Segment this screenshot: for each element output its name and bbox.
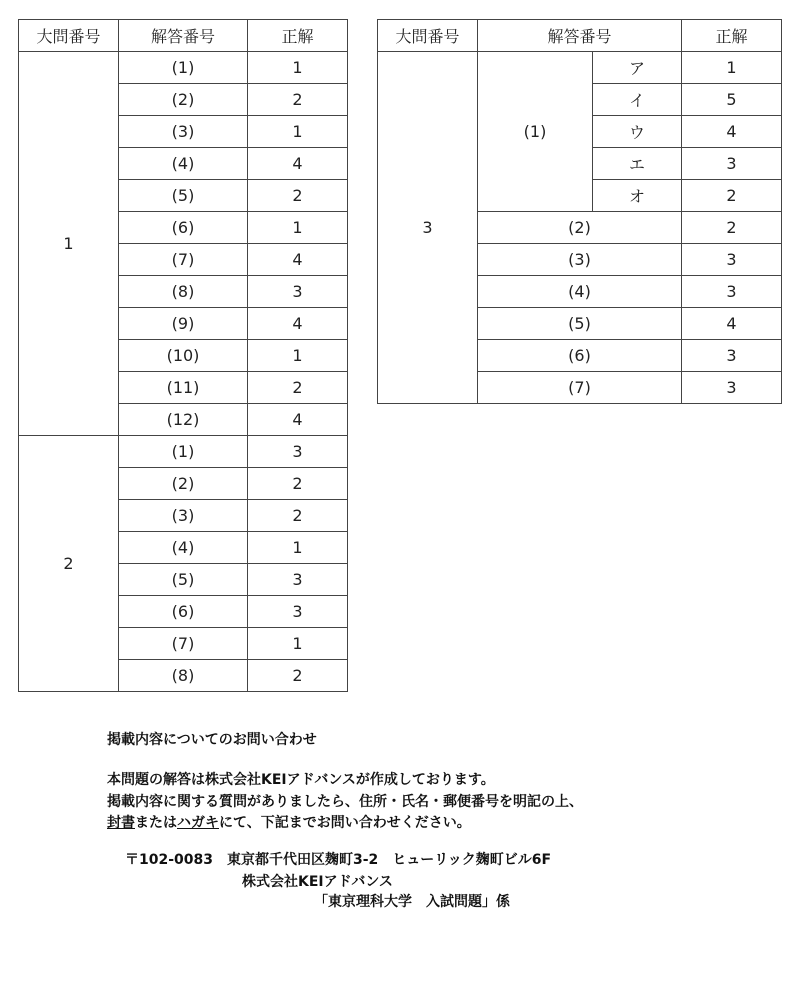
contact-company: 株式会社KEIアドバンス [242,874,393,890]
header-major: 大問番号 [19,20,119,52]
correct-answer-cell: 1 [248,628,348,660]
correct-answer-cell: 2 [248,372,348,404]
correct-answer-cell: 3 [248,564,348,596]
contact-line-1: 本問題の解答は株式会社KEIアドバンスが作成しております。 [107,772,495,788]
header-row [378,20,782,52]
answer-number-cell: (5) [478,308,682,340]
correct-answer-cell: 4 [248,404,348,436]
answer-number-cell: (2) [119,468,248,500]
correct-answer-cell: 1 [248,212,348,244]
contact-dept: 「東京理科大学 入試問題」係 [314,894,510,910]
major-question-cell: 2 [19,436,119,692]
answer-table-left [18,19,348,692]
contact-line-3-rest: にて、下記までお問い合わせください。 [219,815,471,831]
answer-row [19,52,348,84]
contact-line-3 [107,814,471,832]
correct-answer-cell: 4 [682,116,782,148]
answer-table-right [377,19,782,404]
correct-answer-cell: 2 [248,84,348,116]
correct-answer-cell: 2 [248,500,348,532]
contact-heading: 掲載内容についてのお問い合わせ [107,732,317,748]
correct-answer-cell: 4 [248,308,348,340]
answer-number-cell: (1) [119,52,248,84]
correct-answer-cell: 4 [248,148,348,180]
correct-answer-cell: 3 [682,148,782,180]
contact-line-2: 掲載内容に関する質問がありましたら、住所・氏名・郵便番号を明記の上、 [107,794,583,810]
answer-number-cell: (1) [119,436,248,468]
answer-number-cell: (5) [119,180,248,212]
answer-number-cell: (3) [119,116,248,148]
answer-number-cell: (7) [119,244,248,276]
answer-row [378,52,782,84]
answer-number-cell: (4) [478,276,682,308]
correct-answer-cell: 2 [248,468,348,500]
answer-number-cell: (7) [478,372,682,404]
correct-answer-cell: 3 [682,276,782,308]
sub-answer-cell: ア [593,52,682,84]
correct-answer-cell: 3 [682,340,782,372]
answer-number-cell: (3) [119,500,248,532]
correct-answer-cell: 3 [248,276,348,308]
answer-number-cell: (9) [119,308,248,340]
correct-answer-cell: 3 [248,596,348,628]
answer-number-cell: (4) [119,148,248,180]
answer-number-cell: (11) [119,372,248,404]
answer-number-cell: (4) [119,532,248,564]
or-text: または [135,815,177,831]
correct-answer-cell: 2 [682,212,782,244]
correct-answer-cell: 3 [682,372,782,404]
answer-number-cell: (2) [478,212,682,244]
sub-answer-cell: イ [593,84,682,116]
header-correct: 正解 [248,20,348,52]
postcard-text: ハガキ [177,815,219,831]
sealed-letter-text: 封書 [107,815,135,831]
answer-number-cell: (1) [478,52,593,212]
answer-number-cell: (6) [478,340,682,372]
answer-row [19,436,348,468]
correct-answer-cell: 1 [248,532,348,564]
major-question-cell: 1 [19,52,119,436]
answer-number-cell: (8) [119,660,248,692]
answer-number-cell: (7) [119,628,248,660]
header-correct: 正解 [682,20,782,52]
answer-number-cell: (6) [119,596,248,628]
answer-number-cell: (8) [119,276,248,308]
contact-address: 〒102-0083 東京都千代田区麹町3-2 ヒューリック麹町ビル6F [125,852,552,868]
sub-answer-cell: オ [593,180,682,212]
sub-answer-cell: エ [593,148,682,180]
header-answer-no: 解答番号 [478,20,682,52]
major-question-cell: 3 [378,52,478,404]
answer-number-cell: (10) [119,340,248,372]
answer-number-cell: (2) [119,84,248,116]
correct-answer-cell: 3 [248,436,348,468]
answer-number-cell: (5) [119,564,248,596]
correct-answer-cell: 5 [682,84,782,116]
correct-answer-cell: 3 [682,244,782,276]
sub-answer-cell: ウ [593,116,682,148]
correct-answer-cell: 4 [248,244,348,276]
correct-answer-cell: 1 [248,340,348,372]
correct-answer-cell: 2 [248,180,348,212]
answer-number-cell: (6) [119,212,248,244]
header-major: 大問番号 [378,20,478,52]
header-row [19,20,348,52]
correct-answer-cell: 1 [248,52,348,84]
correct-answer-cell: 1 [682,52,782,84]
correct-answer-cell: 1 [248,116,348,148]
answer-number-cell: (12) [119,404,248,436]
correct-answer-cell: 4 [682,308,782,340]
answer-number-cell: (3) [478,244,682,276]
correct-answer-cell: 2 [248,660,348,692]
correct-answer-cell: 2 [682,180,782,212]
header-answer-no: 解答番号 [119,20,248,52]
